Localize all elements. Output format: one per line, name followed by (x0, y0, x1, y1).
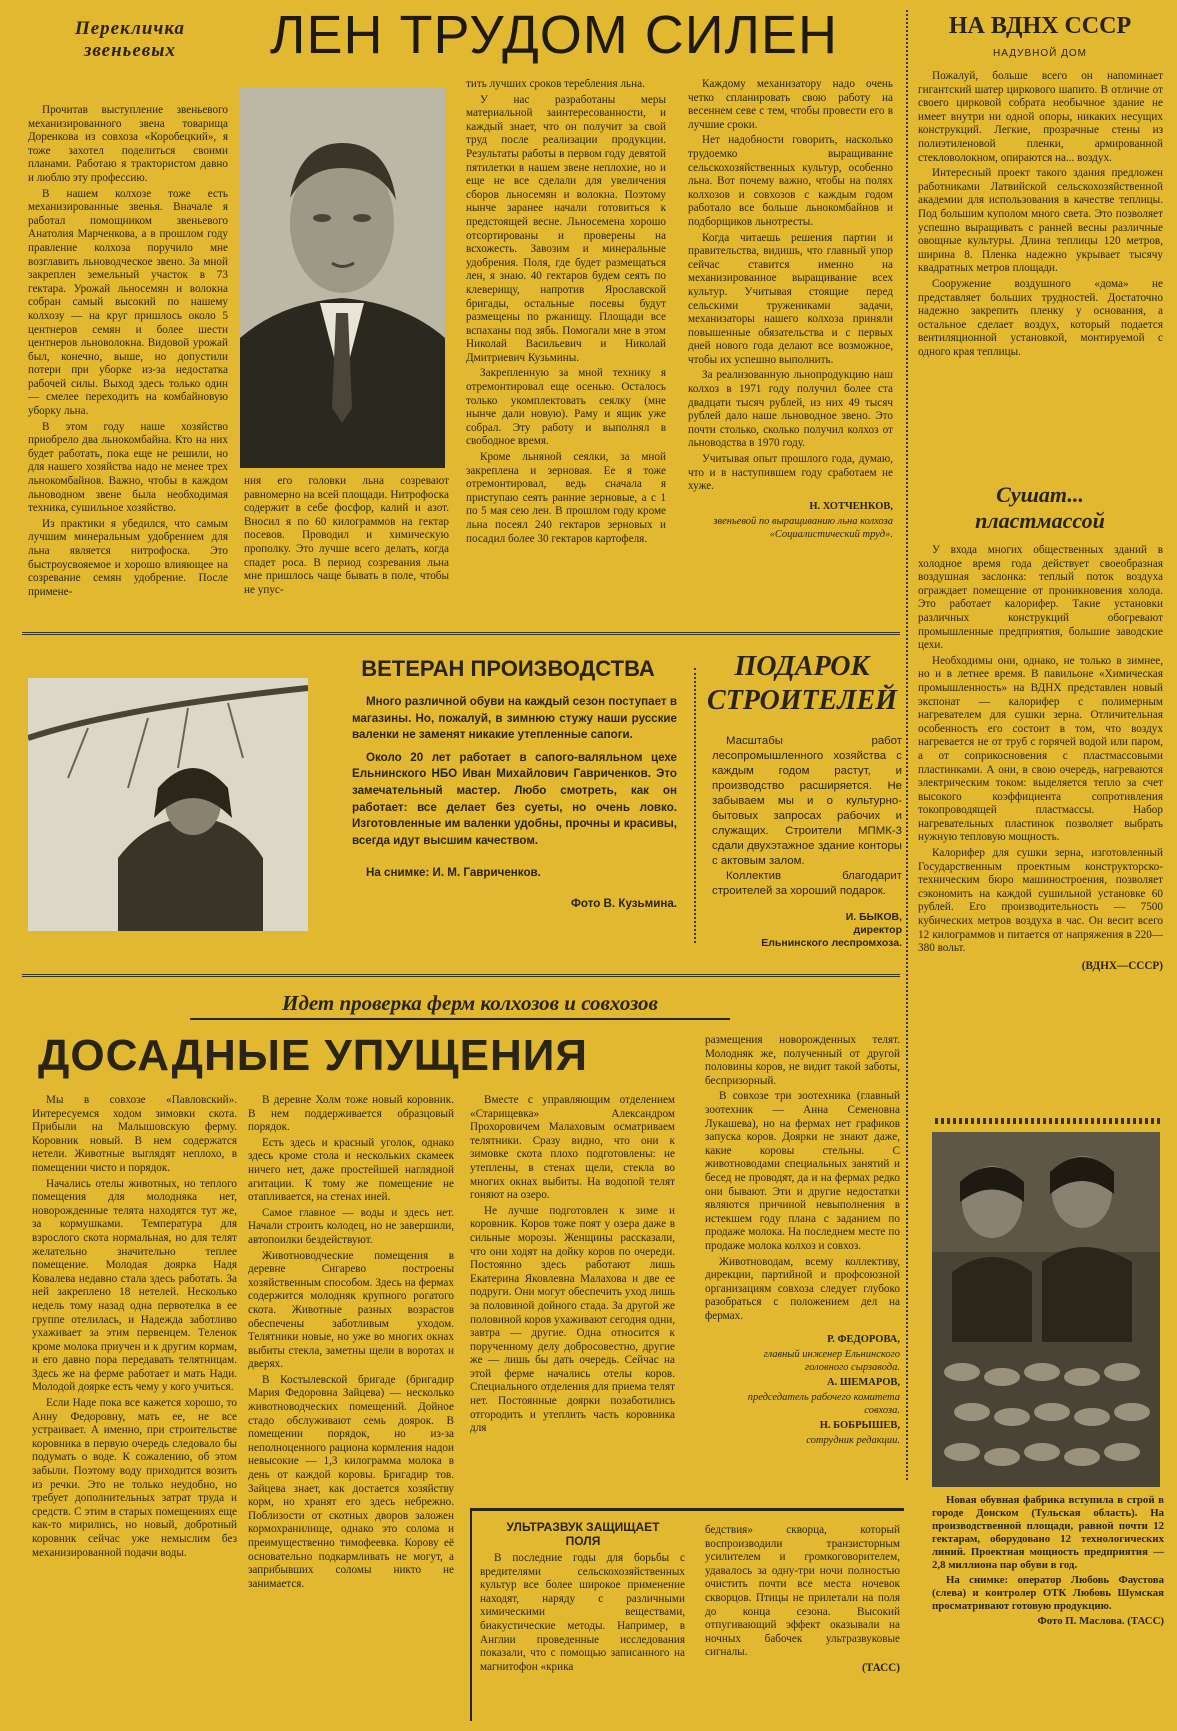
veteran-caption: На снимке: И. М. Гавриченков. (366, 866, 541, 880)
paragraph: Интересный проект такого здания предложен работниками Латвийской сельскохозяйственной академии для использования в качестве теплицы. Под большим куполом много света. Это позволяет успешно выращивать с ранней весны различные овощные культуры. Длина теплицы 120 метров, ширина 8. Пленка надежно укрывает тысячу квадратных метров площади. (918, 167, 1163, 275)
veteran-photo (28, 678, 308, 931)
dosadnye-col-4 (705, 1034, 900, 1449)
ultrazvuk-source: (ТАСС) (861, 1661, 900, 1674)
ultrazvuk-col-2 (705, 1524, 900, 1678)
sushat-body (918, 544, 1163, 975)
dosadnye-sig1-name: Р. ФЕДОРОВА, (827, 1334, 900, 1346)
podarok-signature-name: И. БЫКОВ, (845, 911, 902, 923)
dosadnye-sig1-role-text: главный инженер Ельнинского головного сырзавода. (763, 1349, 900, 1374)
podarok-body (712, 734, 902, 950)
paragraph: размещения новорожденных телят. Молодняк же, полученный от другой половины коров, не видит такой заботы, беспризорный. (705, 1034, 900, 1087)
paragraph: У нас разработаны меры материальной заинтересованности, и каждый знает, что он получит за свой труд после реализации продукции. Результаты работы в первом году девятой пятилетки в нашем звене неплохие, но и еще не все сделали для увеличения сборов льносемян и волокна. Поэтому нынче заранее начали готовиться к предстоящей весне. Льносемена хорошо отсортированы и проверены на всхожесть. Завозим и минеральные удобрения. Поля, где будет размещаться лен, я знаю. 40 гектаров будем сеять по клеверищу, напротив Ярославской бригады, остальные посевы будут размещены по ржанищу. Площади все вспаханы под зябь. Помогали мне в этом Николай Васильевич и Николай Дмитриевич Кузьмины. (466, 93, 666, 364)
paragraph: Не лучше подготовлен к зиме и коровник. Коров тоже поят у озера даже в сильные морозы. Женщины рассказали, что они ходят на дойку коров по очереди. Постоянно здесь работают лишь Екатерина Яковлевна Малахова и две ее подруги. Они могут обеспечить уход лишь за половиной дойного стада. За другой же половиной коров ухаживают сегодня одни, завтра — другие. Одна относится к порученному делу добросовестно, другие же — лишь бы дать очередь. Сейчас на этой ферме начались отелы коров. Специального отделения для приема телят нет. Постоянные доярки позаботились отгородить и утеплить часть коровника для (470, 1204, 675, 1435)
podarok-title-line2: СТРОИТЕЛЕЙ (707, 685, 897, 716)
veteran-title: ВЕТЕРАН ПРОИЗВОДСТВА (361, 656, 655, 681)
paragraph: Мы в совхозе «Павловский». Интересуемся ходом зимовки скота. Прибыли на Малышовскую ферму. Коровник новый. В нем содержатся нетели. Животные выглядят неплохо, в помещении чисто и порядок. (32, 1094, 237, 1174)
dosadnye-sig1-role (705, 1348, 900, 1374)
paragraph: Нет надобности говорить, насколько трудоемко выращивание сельскохозяйственных культур, особенно льна. Вот почему важно, чтобы на полях колхозов и совхозов с каждым годом работало все больше льнокомбайнов и подборщиков льнотресты. (688, 134, 893, 228)
dosadnye-sig2-role (705, 1391, 900, 1417)
factory-photo (932, 1132, 1160, 1487)
sushat-title-line1: Сушат... (996, 482, 1084, 507)
paragraph: Животноводческие помещения в деревне Сигарево построены хозяйственным способом. Здесь на фермах содержится молодняк крупного рогатого скота. Животные разных возрастов обеспечены заботливым уходом. Телятники новые, но уже во многих окнах выбиты стекла, заметны щели в воротах и дверях. (248, 1249, 454, 1371)
sushat-title (920, 482, 1160, 534)
right-column-ornament (935, 1118, 1160, 1124)
dosadnye-sig3-role-text: сотрудник редакции. (806, 1435, 900, 1447)
corner-title-text: Перекличка звеньевых (74, 18, 186, 61)
paragraph: Сооружение воздушного «дома» не представляет больших трудностей. Достаточно надежно закрепить пленку у основания, а остальное сделает воздух, который подается вентиляционной установкой, монтируемой с одного края теплицы. (918, 277, 1163, 358)
paragraph: Каждому механизатору надо очень четко спланировать свою работу на весеннем севе с тем, чтобы провести его в лучшие сроки. (688, 78, 893, 131)
dosadnye-col-2 (248, 1094, 454, 1593)
sushat-title-line2: пластмассой (975, 508, 1105, 533)
paragraph: Самое главное — воды и здесь нет. Начали строить колодец, но не завершили, автопоилки бездействуют. (248, 1206, 454, 1246)
paragraph: Есть здесь и красный уголок, однако здесь кроме стола и нескольких скамеек ничего нет, даже простейшей наглядной агитации. К тому же помещение не отапливается, на стенах иней. (248, 1136, 454, 1204)
right-column-divider (906, 10, 908, 1480)
veteran-podarok-divider (694, 668, 696, 943)
paragraph: бедствия» скворца, который воспроизводили транзисторным усилителем и громкоговорителем, удавалось за одну-три ночи полностью очистить почти все места ночевок скворцов. Птицы не прилетали на поля до конца сезона. Высокий отпугивающий эффект оказывали на ночных бабочек ультразвуковые сигналы. (705, 1524, 900, 1659)
vdnh-title: НА ВДНХ СССР (948, 13, 1132, 39)
dosadnye-sig3-role (705, 1434, 900, 1447)
paragraph: Калорифер для сушки зерна, изготовленный Государственным проектным конструкторско-техническим бюро машиностроения, позволяет сэкономить на каждой сушильной установке 60 рублей. Его производительность — 7500 кубических метров воздуха в час. Он весит всего 12 килограммов и питается от напряжения в 220—380 вольт. (918, 847, 1163, 955)
veteran-body (352, 694, 677, 913)
paragraph: тить лучших сроков теребления льна. (466, 78, 645, 90)
paragraph: Коллектив благодарит строителей за хороший подарок. (712, 870, 902, 897)
paragraph: Много различной обуви на каждый сезон поступает в магазины. Но, пожалуй, в зимнюю стужу наши русские валенки не заменят никакие утепленные сапоги. (352, 695, 677, 742)
section-divider-top (22, 632, 900, 635)
paragraph: Если Наде пока все кажется хорошо, то Анну Федоровну, мать ее, не все устраивает. А именно, при строительстве коровника в первую очередь следовало бы подумать о воде. К сожалению, об этом забыли. Поэтому воду приходится возить из речки. Это не только неудобно, но требует дополнительных затрат труда и средств. С этим в старых помещениях еще как-то мирились, но новый, добротный коровник сейчас уже немыслим без механизированной подачи воды. (32, 1397, 237, 1559)
factory-caption-text: Новая обувная фабрика вступила в строй в городе Донском (Тульская область). На производственной площади, равной почти 12 гектарам, оборудовано 12 технологических линий. Проектная мощность предприятия — 2,8 миллиона пар обуви в год. (932, 1494, 1164, 1571)
podarok-signature-role-2: Ельнинского леспромхоза. (761, 937, 902, 949)
podarok-title (702, 650, 902, 718)
paragraph: Кроме льняной сеялки, за мной закреплена и зерновая. Ее я тоже отремонтировал, ведь сначала я приступаю сеять ранние зерновые, а с 1 по 5 мая сею лен. В прошлом году кроме льна посеял 240 гектаров зерновых и посадил более 30 гектаров картофеля. (466, 451, 666, 545)
factory-subcaption: На снимке: оператор Любовь Фаустова (слева) и контролер ОТК Любовь Шумская просматривают готовую продукцию. (932, 1574, 1164, 1612)
paragraph: Необходимы они, однако, не только в зимнее, но и в летнее время. В павильоне «Химическая промышленность» на ВДНХ представлен новый экспонат — калорифер с полимерным нагревателем для сушки зерна. Отличительная особенность его состоит в том, что воздух нагревается не от труб с горячей водой или паром, а от соприкосновения с пластмассовыми пластинками. А они, в свою очередь, нагреваются электрическим током: выделяется тепло за счет высокого коэффициента сопротивления токопроводящей пластмассы. Набор нагревательных пластинок позволяет выбрать нужную тепловую мощность. (918, 654, 1163, 844)
paragraph: Когда читаешь решения партии и правительства, видишь, что главный упор сейчас ставится именно на механизированное выращивание всех культур. Учитывая стоящие перед сельскими тружениками задачи, механизаторы нашего колхоза приняли повышенные обязательства и с первых дней нового года делают все возможное, чтобы их успешно выполнить. (688, 231, 893, 366)
len-signature-role-text: звеньевой по выращиванию льна колхоза «Социалистический труд». (713, 515, 893, 540)
dosadnye-title: ДОСАДНЫЕ УПУЩЕНИЯ (38, 1031, 589, 1080)
factory-caption (932, 1494, 1164, 1630)
paragraph: ния его головки льна созревают равномерно на всей площади. Нитрофоска содержит в себе фосфор, калий и азот. Вносил я по 60 килограммов на гектар посевов. Проводил и химическую прополку. Это лучше всего делать, когда спадет роса. В период созревания льна мне пришлось чаще бывать в поле, чтобы не упус- (244, 475, 449, 596)
podarok-signature-role-1: директор (853, 924, 902, 936)
dosadnye-col-1 (32, 1094, 237, 1562)
paragraph: В Костылевской бригаде (бригадир Мария Федоровна Зайцева) — несколько животноводческих помещений. Дойное стадо обслуживают семь доярок. В помещении порядок, но из-за неполноценного рациона кормления надои невысокие — 1,3 килограмма молока в день от каждой коровы. Бригадир тов. Зайцева знает, как достается хозяйству корм, но хранят его здесь небрежно. Поблизости от скотных дворов заложен кормохранилище, однако это солома и преимущественно тимофеевка. Корову её основательно подкармливать не могут, а заприбывших соломы никто не занимается. (248, 1373, 454, 1590)
len-col-2-bottom (244, 475, 449, 599)
paragraph: Около 20 лет работает в сапого-валяльном цехе Ельнинского НБО Иван Михайлович Гавриченков. Это замечательный мастер. Любо смотреть, как он работает: все делает без суеты, но очень ловко. Изготовленные им валенки удобны, прочны и красивы, всегда идут высшим качеством. (352, 750, 677, 847)
paragraph: В последние годы для борьбы с вредителями сельскохозяйственных культур все более широкое применение находят, наряду с различными химическими веществами, биакустические методы. Например, в Англии проведенные исследования показали, что с помощью записанного на магнитофон «крика (480, 1552, 685, 1673)
paragraph: Масштабы работ лесопромышленного хозяйства с каждым годом растут, и производство расширяется. Не забываем мы и о культурно-бытовых запросах рабочих и служащих. Строители МПМК-3 сдали двухэтажное здание конторы с актовым залом. (712, 735, 902, 867)
main-headline: ЛЕН ТРУДОМ СИЛЕН (270, 5, 838, 65)
vdnh-body (918, 70, 1163, 361)
dosadnye-sig2-role-text: председатель рабочего комитета совхоза. (747, 1392, 900, 1417)
paragraph: Прочитав выступление звеньевого механизированного звена товарища Доренкова из совхоза «Коробецкий», я тоже захотел поделиться своими планами. Работаю я трактористом давно и люблю эту профессию. (28, 104, 228, 184)
paragraph: Из практики я убедился, что самым лучшим минеральным удобрением для льна является нитрофоска. Это быстроусвояемое и хорошо влияющее на созревание семян удобрение. После примене- (28, 517, 228, 598)
corner-title (50, 18, 210, 62)
len-signature-role (688, 515, 893, 541)
paragraph: Закрепленную за мной технику я отремонтировал еще осенью. Осталось только укомплектовать сеялку (мне нынче дали новую). Раму и ящик уже собрал. Эту работу и выполнял в свободное время. (466, 367, 666, 448)
ultrazvuk-title-line2: ПОЛЯ (565, 1534, 601, 1548)
paragraph: За реализованную льнопродукцию наш колхоз в 1971 году получил более ста двадцати тысяч рублей, из них 49 тысяч рублей дало наше льноводное звено. Это почти столько, сколько получил колхоз от льноводства в 1970 году. (688, 369, 893, 450)
portrait-image (240, 88, 445, 468)
paragraph: Вместе с управляющим отделением «Старищевка» Александром Прохоровичем Малаховым осматриваем телятники. Сразу видно, что они к зимовке скота плохо подготовлены: не утеплены, в стенах щели, стекла во многих окнах выбиты. На водопой телят гоняют на озеро. (470, 1094, 675, 1202)
len-signature-name: Н. ХОТЧЕНКОВ, (809, 500, 893, 512)
factory-image (932, 1132, 1160, 1487)
dosadnye-kicker: Идет проверка ферм колхозов и совхозов (282, 991, 658, 1015)
podarok-title-line1: ПОДАРОК (734, 651, 870, 682)
len-col-3 (466, 78, 666, 548)
ultrazvuk-col-1 (480, 1552, 685, 1676)
len-col-4 (688, 78, 893, 543)
paragraph: У входа многих общественных зданий в холодное время года действует своеобразная воздушная заслонка: теплый поток воздуха ограждает помещение от проникновения холода. Это работает калорифер. Такие установки различных конструкций обогревают промышленные предприятия, большие заводские цехи. (918, 544, 1163, 652)
sushat-source: (ВДНХ—СССР) (1081, 959, 1163, 972)
dosadnye-sig2-name: А. ШЕМАРОВ, (826, 1377, 900, 1389)
dosadnye-kicker-underline (190, 1018, 730, 1020)
veteran-photo-credit: Фото В. Кузьмина. (571, 896, 677, 910)
portrait-photo (240, 88, 445, 468)
dosadnye-col-3 (470, 1094, 675, 1438)
len-col-1 (28, 104, 228, 601)
ultrazvuk-title-line1: УЛЬТРАЗВУК ЗАЩИЩАЕТ (506, 1520, 660, 1534)
paragraph: В этом году наше хозяйство приобрело два льнокомбайна. Кто на них будет работать, пока еще не решили, но для нашего хозяйства надо не менее трех льнокомбайнов. Важно, чтобы в каждом льноводном звене была необходимая техника, сушильное хозяйство. (28, 420, 228, 515)
factory-photo-credit: Фото П. Маслова. (ТАСС) (1037, 1615, 1164, 1627)
paragraph: В деревне Холм тоже новый коровник. В нем поддерживается образцовый порядок. (248, 1094, 454, 1134)
paragraph: В нашем колхозе тоже есть механизированные звенья. Вначале я работал помощником звеньевого Анатолия Марченкова, а в прошлом году правление колхоза поручило мне возглавить льноводческое звено. За мной закреплен земельный участок в 73 гектара. Урожай льносемян и волокна собран самый высокий по нашему колхозу — на круг пришлось около 5 центнеров семян и более шести центнеров льноволокна. Видовой урожай был, конечно, выше, но допустили потери при уборке из-за недостатка рабочей силы. Выход здесь только один — смелее переходить на комбайновую уборку льна. (28, 187, 228, 418)
paragraph: Пожалуй, больше всего он напоминает гигантский шатер циркового шапито. В отличие от своего цирковой собрата необычное здание не имеет внутри ни одной опоры, никаких несущих конструкций. Легкие, прозрачные стены из полиэтиленовой пленки, армированной стекловолокном, опираются на... воздух. (918, 70, 1163, 164)
paragraph: В совхозе три зоотехника (главный зоотехник — Анна Семеновна Лукашева), но на фермах нет графиков запуска коров. Доярки не знают даже, какие коровы стельны. С животноводами специальных занятий и бесед не проводят, да и на фермах редко они бывают. Эти и другие недостатки являются причиной невыполнения в истекшем году плана с заданием по продаже молока. На последнем месте по продаже молока колхоз и совхоз. (705, 1090, 900, 1252)
veteran-image (28, 678, 308, 931)
paragraph: Животноводам, всему коллективу, дирекции, партийной и профсоюзной организациям совхоза следует глубоко разобраться с положением дел на фермах. (705, 1255, 900, 1322)
paragraph: Начались отелы животных, но теплого помещения для молодняка нет, новорожденные телята находятся тут же, за кормушками. Температура для взрослого скота нормальная, но для телят желательно значительно теплее помещение. Молодая доярка Надя Ковалева недавно стала здесь работать. За ней закреплено 18 нетелей. Несколько недель тому назад одна первотелка в ее группе отелилась, и Надежда заботливо ухаживает за этим первенцем. Теленок кроме молока приучен и к другим кормам, и его давно пора передавать телятницам. Здесь же на ферме работает и мать Нади. Молодой доярке есть чему у кого учиться. (32, 1177, 237, 1394)
ultrazvuk-title (478, 1520, 688, 1548)
dosadnye-sig3-name: Н. БОБРЫШЕВ, (819, 1420, 900, 1432)
paragraph: Учитывая опыт прошлого года, думаю, что и в наступившем году сработаем не хуже. (688, 453, 893, 493)
vdnh-subtitle: НАДУВНОЙ ДОМ (993, 48, 1087, 59)
section-divider-bottom (22, 974, 900, 977)
